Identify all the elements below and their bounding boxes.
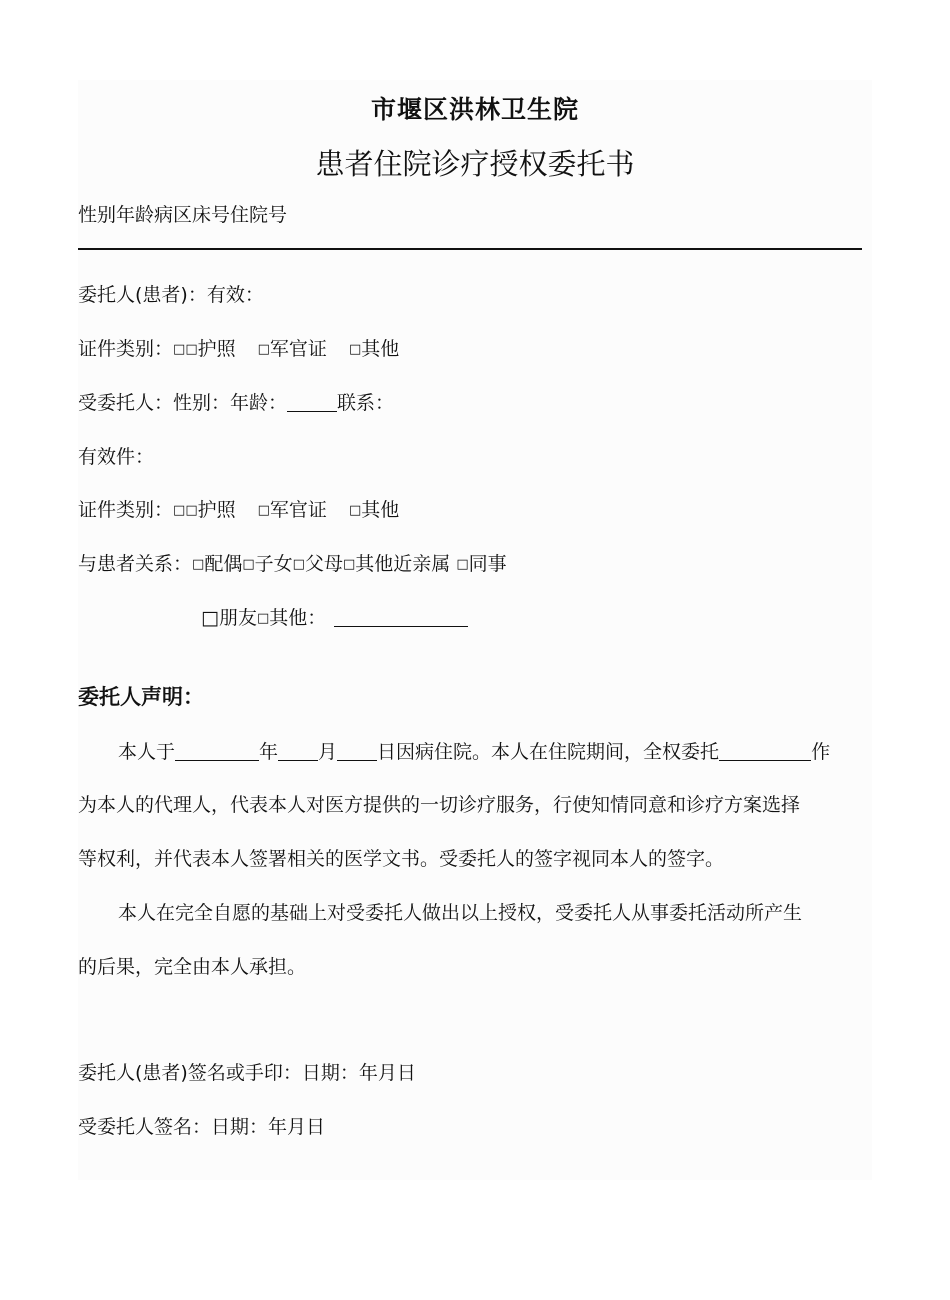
id-type-label: 证件类别： (78, 338, 174, 360)
declaration-p1-line3: 等权利，并代表本人签署相关的医学文书。受委托人的签字视同本人的签字。 (78, 848, 725, 870)
option-passport: 护照 (197, 338, 236, 360)
option-relative: 其他近亲属 (355, 553, 451, 575)
declaration-text: 本人在完全自愿的基础上对受委托人做出以上授权，受委托人从事委托活动所产生 (118, 902, 803, 924)
checkbox-icon[interactable]: □ (256, 611, 270, 626)
option-spouse: 配偶 (204, 553, 243, 575)
principal-id-type-row (78, 336, 399, 363)
checkbox-icon[interactable]: □ (292, 557, 305, 572)
month-blank[interactable] (278, 742, 318, 761)
document-title: 患者住院诊疗授权委托书 (315, 147, 635, 181)
checkbox-icon[interactable]: □ (201, 607, 219, 629)
other-relation-blank[interactable] (334, 608, 468, 627)
option-friend: 朋友 (218, 607, 257, 629)
checkbox-icon[interactable]: □ (257, 342, 270, 357)
declaration-p1-line1 (78, 739, 872, 765)
option-other: 其他 (361, 338, 400, 360)
declaration-p1-line2: 为本人的代理人，代表本人对医方提供的一切诊疗服务，行使知情同意和诊疗方案选择 (78, 794, 801, 816)
month-label: 月 (318, 741, 338, 763)
header-divider (78, 248, 862, 250)
year-blank[interactable] (175, 742, 259, 761)
day-blank[interactable] (337, 742, 377, 761)
year-label: 年 (259, 741, 279, 763)
id-type-label: 证件类别： (78, 499, 174, 521)
option-colleague: 同事 (468, 553, 507, 575)
checkbox-icon[interactable]: □ (242, 557, 255, 572)
option-parent: 父母 (304, 553, 343, 575)
document-page (78, 80, 872, 1180)
option-other: 其他 (361, 499, 400, 521)
agent-line (78, 390, 394, 416)
checkbox-icon[interactable]: □ (257, 503, 270, 518)
declaration-heading: 委托人声明： (78, 685, 204, 709)
checkbox-icon[interactable]: □ (173, 503, 186, 518)
declaration-p2-line1 (78, 900, 872, 926)
principal-signature-line: 委托人(患者)签名或手印：日期：年月日 (78, 1062, 416, 1084)
checkbox-icon[interactable]: □ (173, 342, 186, 357)
checkbox-icon[interactable]: □ (185, 503, 198, 518)
principal-line: 委托人(患者)：有效： (78, 284, 264, 306)
declaration-text: 作 (811, 741, 831, 763)
declaration-text: 本人于 (118, 741, 176, 763)
agent-name-blank[interactable] (719, 742, 811, 761)
checkbox-icon[interactable]: □ (456, 557, 469, 572)
checkbox-icon[interactable]: □ (348, 503, 362, 518)
agent-id-type-row (78, 497, 399, 524)
option-passport: 护照 (197, 499, 236, 521)
patient-info-line: 性别年龄病区床号住院号 (78, 204, 288, 226)
option-child: 子女 (254, 553, 293, 575)
checkbox-icon[interactable]: □ (185, 342, 198, 357)
checkbox-icon[interactable]: □ (342, 557, 356, 572)
declaration-text: 日因病住院。本人在住院期间，全权委托 (377, 741, 720, 763)
agent-info-label: 受委托人：性别：年龄： (78, 392, 288, 414)
contact-label: 联系： (337, 392, 395, 414)
option-other-relation: 其他： (269, 607, 327, 629)
age-blank[interactable] (287, 393, 337, 412)
checkbox-icon[interactable]: □ (192, 557, 205, 572)
option-military: 军官证 (269, 499, 327, 521)
declaration-p2-line2: 的后果，完全由本人承担。 (78, 956, 307, 978)
relation-row-2 (201, 605, 468, 632)
option-military: 军官证 (269, 338, 327, 360)
agent-signature-line: 受委托人签名：日期：年月日 (78, 1116, 326, 1138)
hospital-name: 市堰区洪林卫生院 (370, 95, 579, 124)
checkbox-icon[interactable]: □ (348, 342, 362, 357)
relation-label: 与患者关系： (78, 553, 193, 575)
relation-row (78, 551, 507, 578)
agent-valid-doc: 有效件： (78, 446, 155, 468)
